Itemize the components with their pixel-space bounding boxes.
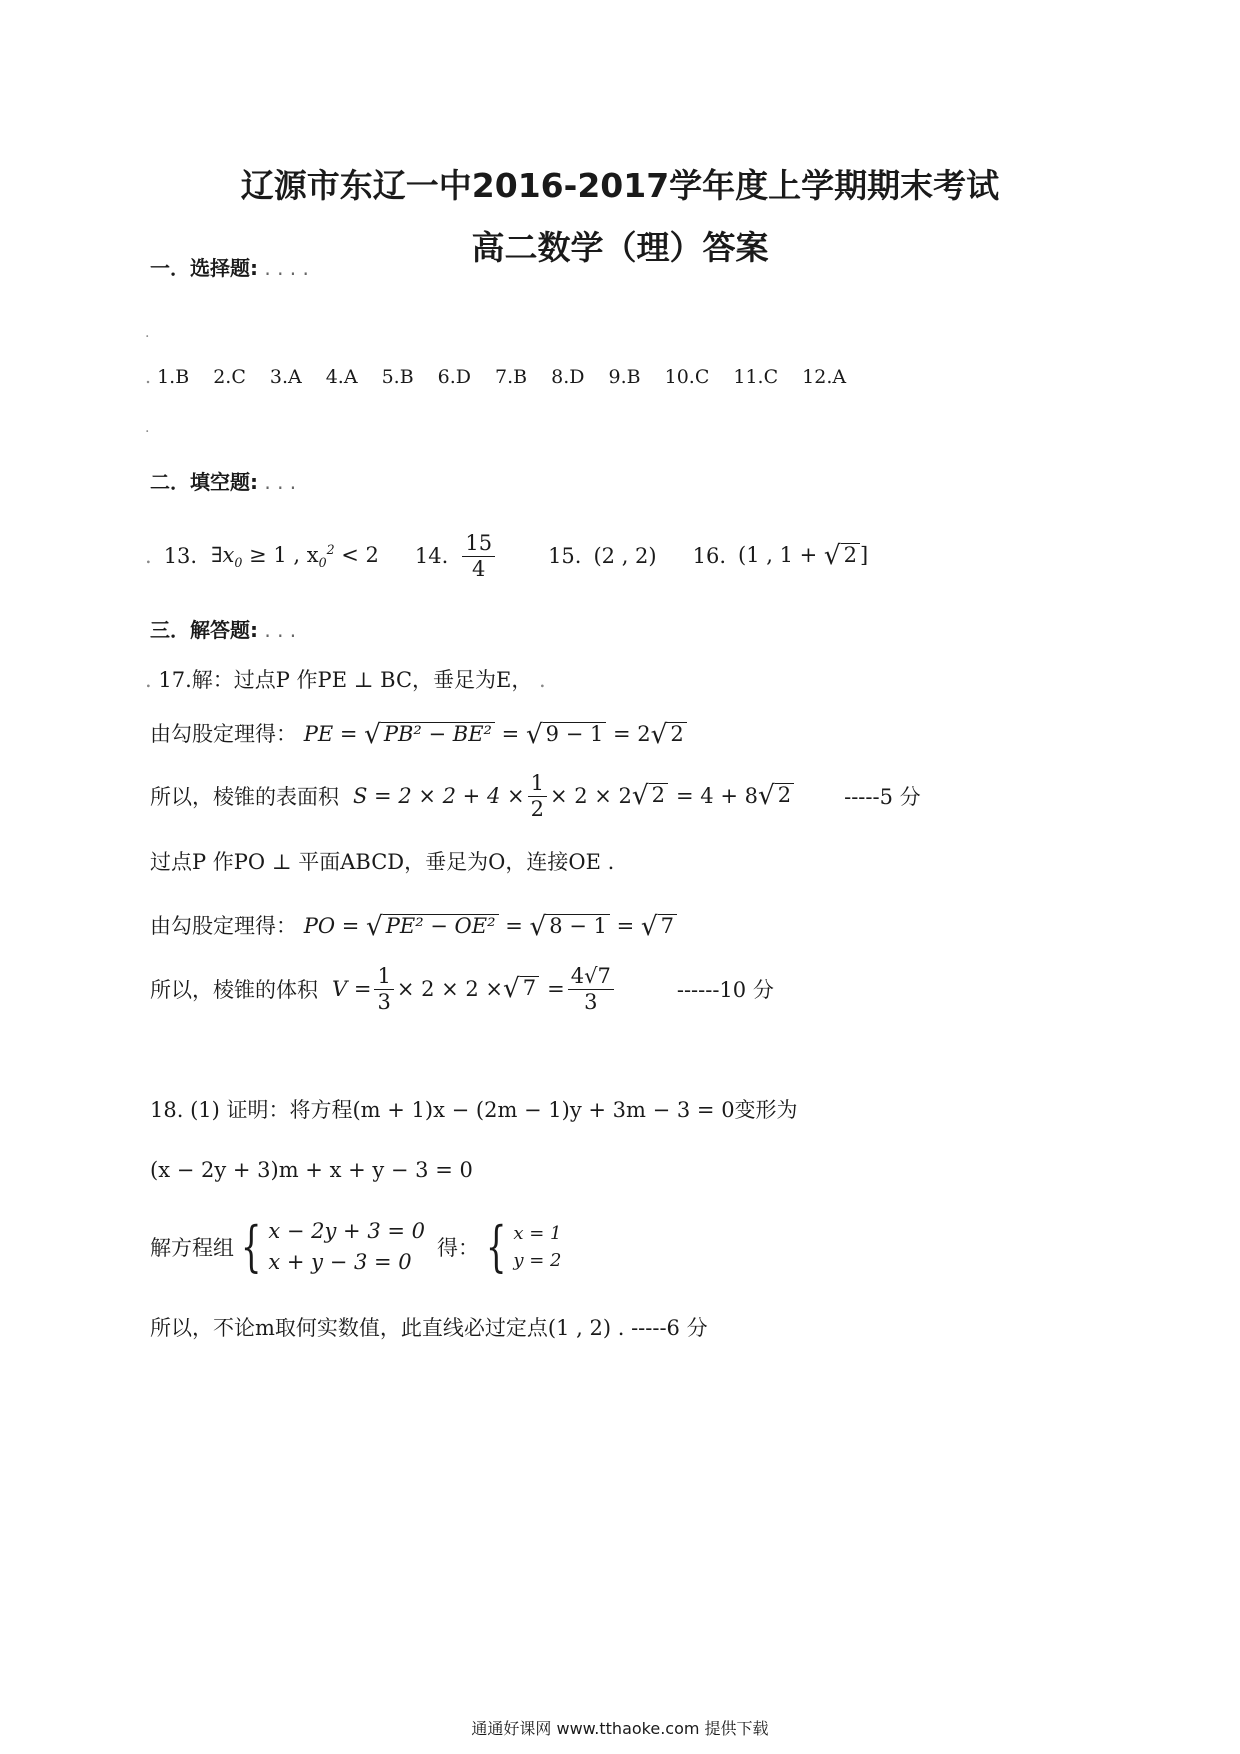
section-heading-fill <box>150 466 296 495</box>
sqrt-symbol: √ 2 <box>651 720 687 750</box>
q14-fraction <box>462 531 495 580</box>
q17-text: 由勾股定理得： <box>150 914 297 938</box>
q17-score: ------10 分 <box>676 978 774 1002</box>
decorative-dots: . . . <box>258 470 297 494</box>
choice-answer: 6.D <box>437 366 472 388</box>
sqrt-symbol: √ 7 <box>641 912 677 942</box>
choice-answers-row <box>145 366 870 388</box>
q13-label: 13. <box>163 544 198 568</box>
q18-line-1: 18. (1) 证明：将方程(m + 1)x − (2m − 1)y + 3m − 3 = 0变形为 <box>150 1098 798 1122</box>
footer-text: 通通好课网 www.tthaoke.com 提供下载 <box>471 1719 769 1738</box>
q17-radicand: PE² − OE² <box>383 914 499 938</box>
q17-math: = 4 + 8 <box>676 784 758 808</box>
q17-numerator: 1 <box>528 771 547 796</box>
q17-math: V = <box>332 977 372 1001</box>
q17-line-6 <box>150 956 774 1022</box>
choice-answer: 11.C <box>733 366 779 388</box>
q16-radicand: 2 <box>841 543 860 567</box>
choice-answer: 7.B <box>495 366 528 388</box>
q17-numerator: 1 <box>374 964 393 989</box>
q17-denominator: 2 <box>530 796 544 821</box>
q13-part: < 2 <box>341 542 379 567</box>
q17-math: PE = <box>303 722 358 746</box>
solution-equation: x = 1 <box>513 1223 562 1244</box>
q18-line-3 <box>150 1212 562 1282</box>
q17-radicand: 2 <box>775 783 794 807</box>
choice-answer: 12.A <box>802 366 847 388</box>
q17-text: 17.解：过点P 作PE ⊥ BC，垂足为E， <box>158 668 533 692</box>
q17-line-4: 过点P 作PO ⊥ 平面ABCD，垂足为O，连接OE . <box>150 850 615 874</box>
q15-label: 15. <box>548 544 582 568</box>
sqrt-symbol: √ 2 <box>824 541 860 571</box>
q17-denominator: 3 <box>584 989 598 1014</box>
system-equation: x + y − 3 = 0 <box>268 1250 412 1274</box>
q17-math: = <box>505 914 523 938</box>
q17-radicand: PB² − BE² <box>381 722 495 746</box>
section-heading-solve <box>150 614 296 643</box>
section-heading-text: 二．填空题: <box>150 470 258 494</box>
q17-math: × 2 × 2 × <box>396 977 504 1001</box>
q17-math: PO = <box>303 914 360 938</box>
stray-mark: . <box>145 366 158 388</box>
page-title: 辽源市东辽一中2016-2017学年度上学期期末考试 <box>240 166 1000 205</box>
sqrt-symbol: √ 9 − 1 <box>526 720 606 750</box>
sqrt-symbol: √ 7 <box>503 974 539 1004</box>
choice-answer: 3.A <box>269 366 302 388</box>
q17-radicand: 9 − 1 <box>543 722 607 746</box>
q13-part: ≥ 1 , x <box>249 542 319 567</box>
q17-fraction <box>374 964 393 1013</box>
q17-math: = <box>547 977 565 1001</box>
choice-answer: 8.D <box>551 366 585 388</box>
stray-mark: . <box>532 668 546 692</box>
q17-math: = <box>616 914 635 938</box>
q17-radicand: 7 <box>520 976 539 1000</box>
q18-text: 解方程组 <box>150 1236 234 1260</box>
q17-text: 所以，棱锥的表面积 <box>150 785 339 809</box>
stray-mark: . <box>145 325 150 341</box>
q17-line-2 <box>150 718 687 750</box>
q14-denominator: 4 <box>472 556 486 581</box>
q17-numerator: 4√7 <box>568 964 614 989</box>
stray-mark: . <box>145 668 159 692</box>
sqrt-symbol: √ 2 <box>758 781 794 811</box>
q17-radicand: 8 − 1 <box>546 914 610 938</box>
choice-answer: 10.C <box>664 366 710 388</box>
q17-fraction <box>568 964 614 1013</box>
decorative-dots: . . . <box>258 618 297 642</box>
q17-radicand: 7 <box>658 914 677 938</box>
sqrt-symbol: √ PE² − OE² <box>366 912 499 942</box>
q17-math: = <box>501 722 520 746</box>
q17-radicand: 2 <box>649 783 668 807</box>
system-equation: x − 2y + 3 = 0 <box>268 1218 425 1243</box>
choice-answer: 9.B <box>608 366 641 388</box>
q13-part: ∃x <box>211 542 235 567</box>
choice-answer: 1.B <box>157 366 190 388</box>
q17-fraction <box>528 771 547 820</box>
q17-radicand: 2 <box>667 722 686 746</box>
choice-answer: 5.B <box>381 366 414 388</box>
q16-prefix: (1 , 1 + <box>738 543 818 567</box>
q16-suffix: ] <box>860 543 869 567</box>
q15-value: (2 , 2) <box>593 544 657 568</box>
section-heading-text: 一．选择题: <box>150 256 258 280</box>
section-heading-choice <box>150 252 309 281</box>
q17-score: -----5 分 <box>844 785 921 809</box>
q14-numerator: 15 <box>462 531 495 556</box>
q17-line-3 <box>150 764 921 828</box>
q17-math: = 2 <box>613 722 651 746</box>
q17-math: S = 2 × 2 + 4 × <box>353 784 525 808</box>
decorative-dots: . . . . <box>258 256 309 280</box>
q17-line-1 <box>145 664 546 694</box>
choice-answer: 4.A <box>325 366 358 388</box>
q17-math: × 2 × 2 <box>549 784 632 808</box>
q17-text: 由勾股定理得： <box>150 722 297 746</box>
stray-mark: . <box>145 544 152 568</box>
sqrt-symbol: √ 2 <box>632 781 668 811</box>
q18-line-2: (x − 2y + 3)m + x + y − 3 = 0 <box>150 1158 473 1182</box>
q17-denominator: 3 <box>377 989 391 1014</box>
q17-text: 所以，棱锥的体积 <box>150 978 318 1002</box>
choice-answer: 2.C <box>213 366 246 388</box>
stray-mark: . <box>145 420 150 436</box>
q13-sup: 2 <box>326 541 335 557</box>
equation-system <box>268 1216 425 1279</box>
q18-text: 得： <box>437 1236 479 1260</box>
left-brace-icon: { <box>485 1215 507 1278</box>
sqrt-symbol: √ 8 − 1 <box>530 912 610 942</box>
fill-answers-row <box>145 520 868 592</box>
choice-answer-list <box>157 366 870 388</box>
sqrt-symbol: √ PB² − BE² <box>364 720 495 750</box>
q14-label: 14. <box>414 544 449 568</box>
q16-label: 16. <box>692 544 727 568</box>
q13-expr <box>211 542 379 570</box>
section-heading-text: 三．解答题: <box>150 618 258 642</box>
q17-line-5 <box>150 910 677 942</box>
q18-line-4: 所以，不论m取何实数值，此直线必过定点(1 , 2) . -----6 分 <box>150 1316 708 1340</box>
solution-equation: y = 2 <box>513 1250 562 1271</box>
page-subtitle: 高二数学（理）答案 <box>471 228 769 267</box>
q13-sub: 0 <box>318 555 327 571</box>
left-brace-icon: { <box>240 1215 262 1278</box>
q13-sub: 0 <box>234 555 243 571</box>
q16-value <box>738 541 868 571</box>
equation-solution <box>513 1220 561 1274</box>
